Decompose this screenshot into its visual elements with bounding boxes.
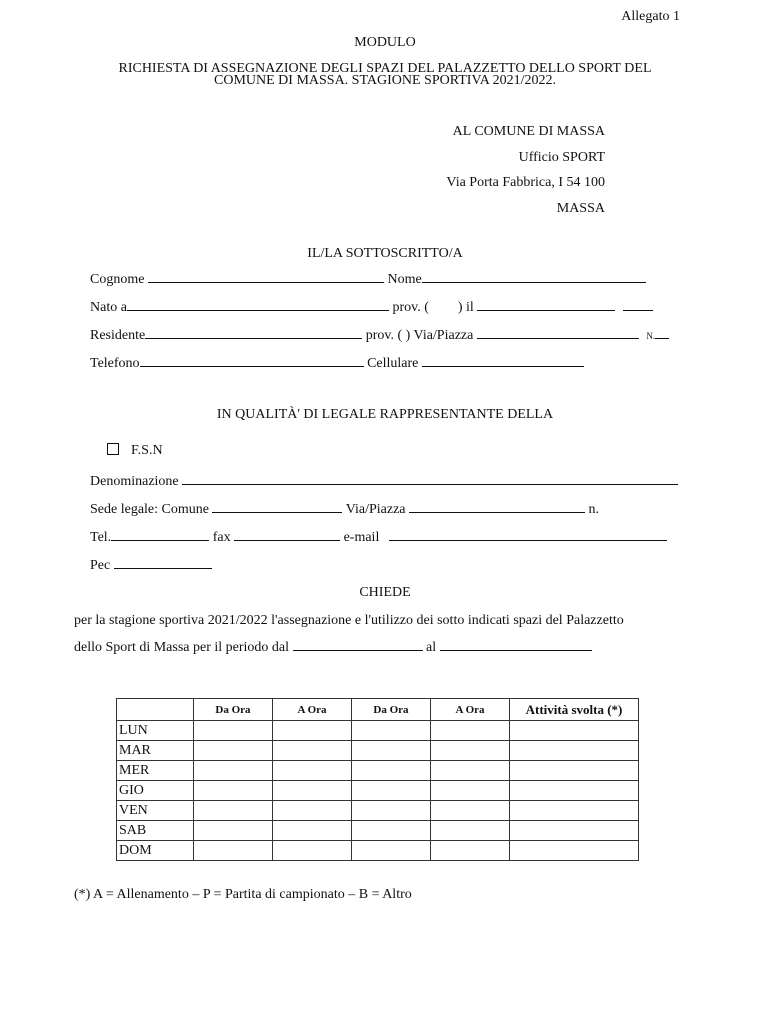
table-cell[interactable] <box>510 821 639 841</box>
nato-a-label: Nato a <box>90 300 127 315</box>
table-cell[interactable] <box>431 841 510 861</box>
table-cell[interactable] <box>352 721 431 741</box>
row-telefono <box>90 355 584 372</box>
table-cell[interactable] <box>273 821 352 841</box>
row-nato <box>90 299 653 316</box>
table-cell[interactable] <box>510 781 639 801</box>
table-cell[interactable] <box>273 801 352 821</box>
residente-field[interactable] <box>145 327 362 339</box>
day-label: GIO <box>117 781 194 801</box>
nato-a-field[interactable] <box>127 299 389 311</box>
document-title-line2: COMUNE DI MASSA. STAGIONE SPORTIVA 2021/2022. <box>214 73 556 88</box>
table-row <box>117 721 639 741</box>
header-a-ora-2: A Ora <box>431 699 510 721</box>
footnote: (*) A = Allenamento – P = Partita di campionato – B = Altro <box>74 887 412 902</box>
tel-field[interactable] <box>111 529 209 541</box>
fax-label: fax <box>212 530 231 545</box>
row-residente <box>90 327 669 344</box>
fsn-option[interactable] <box>107 443 163 459</box>
table-cell[interactable] <box>194 841 273 861</box>
table-cell[interactable] <box>273 761 352 781</box>
header-a-ora-1: A Ora <box>273 699 352 721</box>
allegato-label <box>560 9 680 25</box>
table-cell[interactable] <box>510 801 639 821</box>
cognome-label: Cognome <box>90 272 145 287</box>
pec-field[interactable] <box>114 557 212 569</box>
table-cell[interactable] <box>273 741 352 761</box>
table-cell[interactable] <box>273 841 352 861</box>
cellulare-field[interactable] <box>422 355 584 367</box>
table-cell[interactable] <box>194 761 273 781</box>
residente-label: Residente <box>90 328 146 343</box>
birth-year-field[interactable] <box>623 299 653 311</box>
prov-via-label: prov. ( ) Via/Piazza <box>365 328 474 343</box>
table-cell[interactable] <box>510 721 639 741</box>
row-denominazione <box>90 473 678 490</box>
day-label: SAB <box>117 821 194 841</box>
header-da-ora-1: Da Ora <box>194 699 273 721</box>
day-label: MAR <box>117 741 194 761</box>
day-label: MER <box>117 761 194 781</box>
row-pec <box>90 557 212 574</box>
schedule-header-row <box>117 699 639 721</box>
fsn-checkbox[interactable] <box>107 443 119 455</box>
table-cell[interactable] <box>194 721 273 741</box>
table-row <box>117 821 639 841</box>
prov-close-il-label: ) il <box>457 300 474 315</box>
table-cell[interactable] <box>431 801 510 821</box>
table-row <box>117 781 639 801</box>
row-sede-legale <box>90 501 599 518</box>
day-label: VEN <box>117 801 194 821</box>
comune-field[interactable] <box>212 501 342 513</box>
request-text-line2 <box>74 639 592 656</box>
prov-open-label: prov. ( <box>392 300 429 315</box>
table-cell[interactable] <box>352 821 431 841</box>
recipient-line3: Via Porta Fabbrica, I 54 100 <box>446 175 605 190</box>
period-to-label: al <box>426 640 437 655</box>
applicant-heading: IL/LA SOTTOSCRITTO/A <box>307 246 463 261</box>
day-label: LUN <box>117 721 194 741</box>
recipient-line4: MASSA <box>556 201 605 216</box>
telefono-label: Telefono <box>90 356 140 371</box>
denominazione-label: Denominazione <box>90 474 179 489</box>
table-cell[interactable] <box>273 781 352 801</box>
request-heading: CHIEDE <box>359 585 411 600</box>
via-piazza-field[interactable] <box>477 327 639 339</box>
table-cell[interactable] <box>431 821 510 841</box>
table-cell[interactable] <box>431 761 510 781</box>
telefono-field[interactable] <box>140 355 364 367</box>
table-cell[interactable] <box>352 781 431 801</box>
pec-label: Pec <box>90 558 111 573</box>
n-field[interactable] <box>655 327 669 339</box>
table-cell[interactable] <box>352 841 431 861</box>
sede-legale-label: Sede legale: Comune <box>90 502 209 517</box>
allegato-text: Allegato 1 <box>621 9 680 24</box>
recipient-line1: AL COMUNE DI MASSA <box>452 124 605 139</box>
birth-date-field[interactable] <box>477 299 615 311</box>
header-attivita: Attività svolta (*) <box>510 699 639 721</box>
table-cell[interactable] <box>510 761 639 781</box>
table-cell[interactable] <box>194 821 273 841</box>
table-cell[interactable] <box>431 741 510 761</box>
document-title-line1: RICHIESTA DI ASSEGNAZIONE DEGLI SPAZI DEL PALAZZETTO DELLO SPORT DEL <box>118 61 652 76</box>
cellulare-label: Cellulare <box>367 356 419 371</box>
table-cell[interactable] <box>352 761 431 781</box>
via-piazza-label: Via/Piazza <box>345 502 406 517</box>
header-day-cell <box>117 699 194 721</box>
nome-label: Nome <box>387 272 422 287</box>
sede-n-label: n. <box>588 502 600 517</box>
sede-via-field[interactable] <box>409 501 585 513</box>
fax-field[interactable] <box>234 529 340 541</box>
day-label: DOM <box>117 841 194 861</box>
recipient-line2: Ufficio SPORT <box>518 150 605 165</box>
table-row <box>117 741 639 761</box>
table-cell[interactable] <box>352 801 431 821</box>
email-field[interactable] <box>389 529 667 541</box>
period-from-field[interactable] <box>293 639 423 651</box>
request-text-line1: per la stagione sportiva 2021/2022 l'assegnazione e l'utilizzo dei sotto indicati spazi del Palazzetto <box>74 613 624 628</box>
n-label: N. <box>646 331 656 341</box>
table-cell[interactable] <box>431 721 510 741</box>
table-row <box>117 841 639 861</box>
denominazione-field[interactable] <box>182 473 678 485</box>
cognome-field[interactable] <box>148 271 384 283</box>
period-to-field[interactable] <box>440 639 592 651</box>
table-cell[interactable] <box>194 781 273 801</box>
header-da-ora-2: Da Ora <box>352 699 431 721</box>
table-cell[interactable] <box>431 781 510 801</box>
schedule-table <box>116 698 639 861</box>
representative-heading: IN QUALITÀ' DI LEGALE RAPPRESENTANTE DELLA <box>216 407 554 422</box>
table-cell[interactable] <box>194 741 273 761</box>
table-cell[interactable] <box>352 741 431 761</box>
period-from-label: dello Sport di Massa per il periodo dal <box>74 640 290 655</box>
table-cell[interactable] <box>194 801 273 821</box>
table-row <box>117 801 639 821</box>
row-cognome-nome <box>90 271 646 288</box>
table-cell[interactable] <box>510 841 639 861</box>
fsn-label: F.S.N <box>131 443 163 458</box>
table-cell[interactable] <box>510 741 639 761</box>
row-contacts <box>90 529 667 546</box>
nome-field[interactable] <box>422 271 646 283</box>
table-row <box>117 761 639 781</box>
table-cell[interactable] <box>273 721 352 741</box>
modulo-label: MODULO <box>354 35 416 50</box>
email-label: e-mail <box>343 530 380 545</box>
tel-label: Tel. <box>90 530 112 545</box>
